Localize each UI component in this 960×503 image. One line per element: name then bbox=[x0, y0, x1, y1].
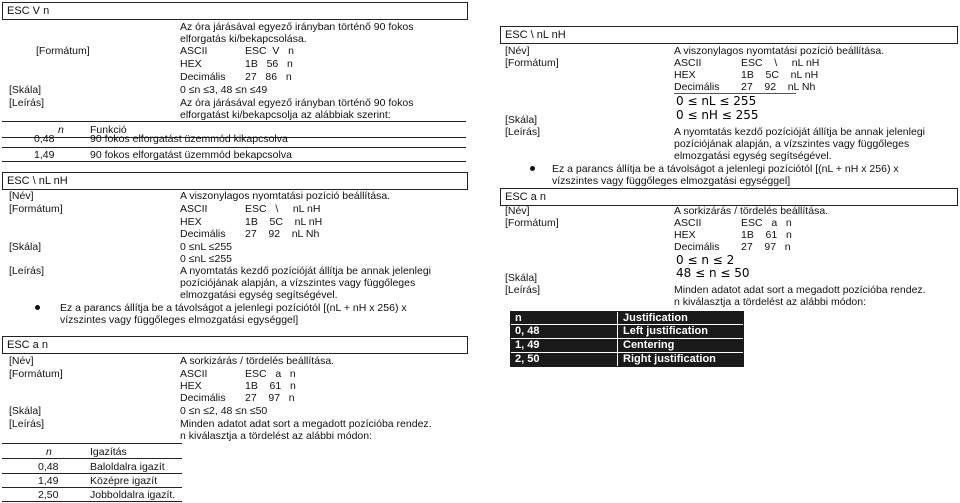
table-rule bbox=[2, 501, 182, 502]
name-label: [Név] bbox=[9, 355, 34, 367]
hex-value: 1B 56 n bbox=[245, 58, 293, 70]
description-label: [Leírás] bbox=[9, 418, 45, 430]
decimal-label: Decimális bbox=[674, 81, 720, 93]
decimal-label: Decimális bbox=[180, 392, 226, 404]
table-header-function: Funkció bbox=[90, 124, 127, 136]
bullet-icon bbox=[530, 166, 535, 171]
scale-label: [Skála] bbox=[9, 241, 42, 253]
decimal-value: 27 97 n bbox=[245, 392, 295, 404]
image-table-header-justification: Justification bbox=[623, 312, 688, 324]
name-label: [Név] bbox=[9, 190, 34, 202]
hex-label: HEX bbox=[180, 216, 202, 228]
format-label: [Formátum] bbox=[36, 45, 90, 57]
description-label: [Leírás] bbox=[505, 126, 541, 138]
image-table-cell-n: 0, 48 bbox=[515, 325, 540, 337]
hex-label: HEX bbox=[674, 69, 696, 81]
ascii-label: ASCII bbox=[674, 57, 702, 69]
table-cell-function: 90 fokos elforgatást üzemmód kikapcsolva bbox=[90, 133, 288, 145]
format-label: [Formátum] bbox=[505, 217, 559, 229]
name-value: A viszonylagos nyomtatási pozíció beállítása. bbox=[180, 190, 391, 202]
scale-value: 0 ≤n ≤2, 48 ≤n ≤50 bbox=[180, 405, 268, 417]
image-table-cell-justification: Centering bbox=[623, 339, 675, 351]
description-line: A nyomtatás kezdő pozícióját állítja be annak jelenlegi bbox=[180, 265, 431, 277]
image-table-cell-n: 2, 50 bbox=[515, 353, 540, 365]
section-header-text: ESC a n bbox=[7, 339, 48, 351]
image-table-cell-justification: Left justification bbox=[623, 325, 708, 337]
table-header-n: n bbox=[46, 446, 52, 458]
section-header-text: ESC \ nL nH bbox=[505, 29, 566, 41]
format-label: [Formátum] bbox=[9, 203, 63, 215]
image-table-cell-n: 1, 49 bbox=[515, 339, 540, 351]
ascii-value: ESC \ nL nH bbox=[741, 57, 820, 69]
bullet-line: vízszintes vagy függőleges elmozgatási egységgel] bbox=[60, 314, 299, 326]
table-rule bbox=[2, 443, 182, 444]
scale-image-line: 0 ≤ nH ≤ 255 bbox=[676, 108, 759, 122]
intro-line: Az óra járásával egyező irányban történő 90 fokos bbox=[180, 21, 414, 33]
scale-value: 0 ≤n ≤3, 48 ≤n ≤49 bbox=[180, 84, 268, 96]
hex-label: HEX bbox=[180, 380, 202, 392]
section-header-esc-v bbox=[2, 2, 468, 20]
name-label: [Név] bbox=[505, 205, 530, 217]
description-line: Minden adatot adat sort a megadott pozícióba rendez. bbox=[674, 284, 926, 296]
table-header-justification: Igazítás bbox=[90, 446, 127, 458]
scale-value: 0 ≤nL ≤255 bbox=[180, 253, 233, 265]
hex-label: HEX bbox=[180, 58, 202, 70]
table-cell-justification: Baloldalra igazít bbox=[90, 461, 165, 473]
description-label: [Leírás] bbox=[9, 265, 45, 277]
scale-image-line: 0 ≤ nL ≤ 255 bbox=[676, 94, 757, 108]
decimal-value: 27 92 nL Nh bbox=[245, 228, 320, 240]
table-rule bbox=[2, 161, 466, 162]
section-header-text: ESC a n bbox=[505, 191, 546, 203]
table-rule bbox=[2, 487, 182, 488]
ascii-value: ESC a n bbox=[245, 368, 296, 380]
description-line: pozíciójának alapján, a vízszintes vagy függőleges bbox=[180, 277, 416, 289]
ascii-label: ASCII bbox=[180, 368, 208, 380]
table-cell-justification: Középre igazít bbox=[90, 475, 158, 487]
decimal-value: 27 97 n bbox=[741, 241, 791, 253]
justification-table-image bbox=[510, 311, 744, 367]
format-label: [Formátum] bbox=[505, 57, 559, 69]
description-line: A nyomtatás kezdő pozícióját állítja be annak jelenlegi bbox=[674, 126, 925, 138]
scale-label: [Skála] bbox=[505, 114, 538, 126]
ascii-value: ESC \ nL nH bbox=[245, 203, 321, 215]
name-label: [Név] bbox=[505, 45, 530, 57]
scale-image-line: 48 ≤ n ≤ 50 bbox=[676, 266, 750, 280]
description-line: Minden adatot adat sort a megadott pozícióba rendez. bbox=[180, 418, 432, 430]
bullet-line: Ez a parancs állítja be a távolságot a jelenlegi pozíciótól [(nL + nH x 256) x bbox=[60, 302, 407, 314]
section-header-esc-backslash bbox=[2, 172, 468, 190]
ascii-value: ESC a n bbox=[741, 217, 792, 229]
table-rule bbox=[2, 473, 182, 474]
description-line: Az óra járásával egyező irányban történő 90 fokos bbox=[180, 97, 414, 109]
bullet-line: vízszintes vagy függőleges elmozgatási egységgel] bbox=[552, 175, 791, 187]
ascii-value: ESC V n bbox=[245, 45, 295, 57]
description-line: elmozgatási egység segítségével. bbox=[674, 150, 832, 162]
image-table-cell-justification: Right justification bbox=[623, 353, 716, 365]
table-rule bbox=[2, 121, 466, 122]
ascii-label: ASCII bbox=[180, 45, 208, 57]
hex-value: 1B 5C nL nH bbox=[245, 216, 323, 228]
table-header-n: n bbox=[58, 124, 64, 136]
description-line: pozíciójának alapján, a vízszintes vagy függőleges bbox=[674, 138, 910, 150]
table-cell-n: 0,48 bbox=[38, 461, 59, 473]
table-cell-n: 1,49 bbox=[38, 475, 59, 487]
scale-image-line: 0 ≤ n ≤ 2 bbox=[676, 253, 735, 267]
description-line: n kiválasztja a tördelést az alábbi módon: bbox=[674, 296, 867, 308]
image-table-divider bbox=[617, 312, 618, 366]
description-line: n kiválasztja a tördelést az alábbi módon: bbox=[180, 430, 373, 442]
section-header-text: ESC \ nL nH bbox=[7, 175, 68, 187]
decimal-value: 27 92 nL Nh bbox=[741, 81, 816, 93]
scale-value: 0 ≤nL ≤255 bbox=[180, 241, 233, 253]
intro-line: elforgatás ki/bekapcsolása. bbox=[180, 33, 307, 45]
section-header-esc-backslash bbox=[500, 26, 958, 44]
table-rule bbox=[2, 458, 182, 459]
scale-label: [Skála] bbox=[505, 272, 538, 284]
table-cell-n: 2,50 bbox=[38, 489, 59, 501]
section-header-esc-a bbox=[500, 188, 958, 206]
table-cell-n: 1,49 bbox=[34, 149, 55, 161]
table-cell-function: 90 fokos elforgatást üzemmód bekapcsolva bbox=[90, 149, 292, 161]
description-label: [Leírás] bbox=[9, 97, 45, 109]
decimal-label: Decimális bbox=[180, 228, 226, 240]
description-label: [Leírás] bbox=[505, 284, 541, 296]
ascii-label: ASCII bbox=[180, 203, 208, 215]
description-line: elforgatást ki/bekapcsolja az alábbiak szerint: bbox=[180, 109, 391, 121]
ascii-label: ASCII bbox=[674, 217, 702, 229]
description-line: elmozgatási egység segítségével. bbox=[180, 289, 338, 301]
table-cell-justification: Jobboldalra igazít. bbox=[90, 489, 176, 501]
format-label: [Formátum] bbox=[9, 368, 63, 380]
table-cell-n: 0,48 bbox=[34, 133, 55, 145]
hex-value: 1B 61 n bbox=[245, 380, 296, 392]
hex-label: HEX bbox=[674, 229, 696, 241]
name-value: A sorkizárás / tördelés beállítása. bbox=[180, 355, 335, 367]
name-value: A viszonylagos nyomtatási pozíció beállítása. bbox=[674, 45, 885, 57]
decimal-label: Decimális bbox=[674, 241, 720, 253]
decimal-label: Decimális bbox=[180, 71, 226, 83]
section-header-text: ESC V n bbox=[7, 5, 50, 17]
name-value: A sorkizárás / tördelés beállítása. bbox=[674, 205, 829, 217]
hex-value: 1B 61 n bbox=[741, 229, 792, 241]
table-rule bbox=[2, 147, 466, 148]
bullet-icon bbox=[35, 305, 40, 310]
hex-value: 1B 5C nL nH bbox=[741, 69, 819, 81]
decimal-value: 27 86 n bbox=[245, 71, 292, 83]
scale-label: [Skála] bbox=[9, 405, 42, 417]
image-table-header-n: n bbox=[515, 312, 522, 324]
scale-label: [Skála] bbox=[9, 84, 42, 96]
section-header-esc-a bbox=[2, 336, 468, 354]
bullet-line: Ez a parancs állítja be a távolságot a jelenlegi pozíciótól [(nL + nH x 256) x bbox=[552, 163, 899, 175]
